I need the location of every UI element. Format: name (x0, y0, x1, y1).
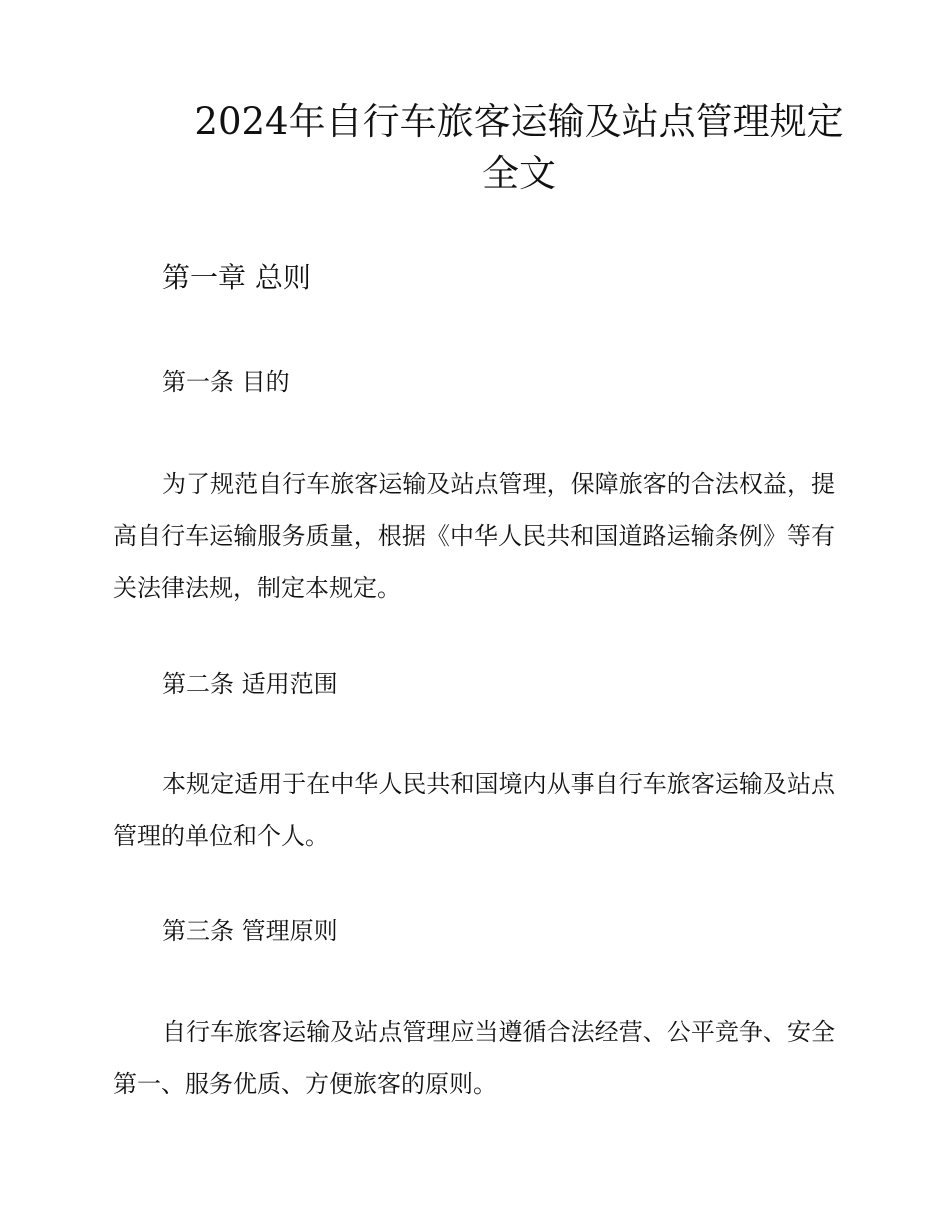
article-2-body: 本规定适用于在中华人民共和国境内从事自行车旅客运输及站点管理的单位和个人。 (113, 770, 835, 850)
chapter-heading: 第一章 总则 (162, 261, 311, 294)
article-3-body: 自行车旅客运输及站点管理应当遵循合法经营、公平竞争、安全第一、服务优质、方便旅客的原则。 (113, 1018, 835, 1098)
document-title-line1: 2024年自行车旅客运输及站点管理规定 (194, 100, 844, 143)
article-3-heading: 第三条 管理原则 (162, 917, 338, 945)
article-2-heading: 第二条 适用范围 (162, 670, 338, 698)
article-1-body: 为了规范自行车旅客运输及站点管理，保障旅客的合法权益，提高自行车运输服务质量，根据《中华人民共和国道路运输条例》等有关法律法规，制定本规定。 (113, 470, 835, 602)
document-title-line2: 全文 (482, 152, 556, 195)
document-title (113, 96, 925, 200)
article-1-heading: 第一条 目的 (162, 368, 290, 396)
